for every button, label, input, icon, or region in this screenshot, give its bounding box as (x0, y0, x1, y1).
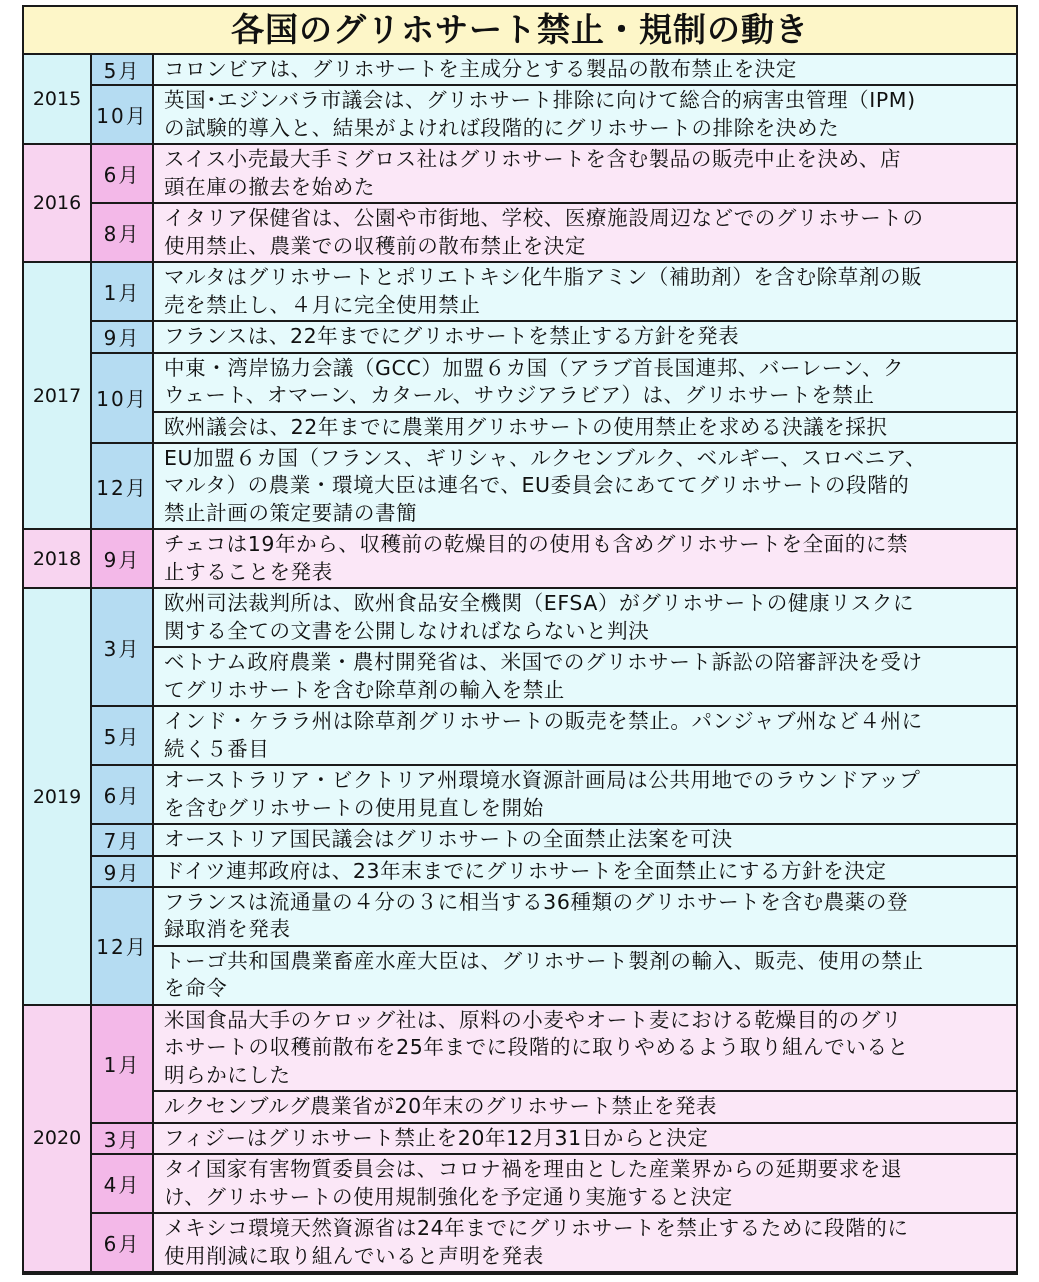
event-text-line: ホサートの収穫前散布を25年までに段階的に取りやめるよう取り組んでいると (164, 1035, 909, 1060)
month-cell: 12月 (92, 444, 154, 530)
event-text-line: 売を禁止し、４月に完全使用禁止 (164, 292, 481, 317)
event-cell (154, 1124, 1016, 1155)
event-text-line: 明らかにした (164, 1062, 291, 1087)
year-cell: 2015 (24, 55, 92, 145)
event-cell (154, 263, 1016, 322)
event-text-line: ルクセンブルグ農業省が20年末のグリホサート禁止を発表 (164, 1094, 718, 1119)
month-cell: 12月 (92, 888, 154, 1006)
event-text-line: ウェート、オマーン、カタール、サウジアラビア）は、グリホサートを禁止 (164, 383, 875, 408)
month-cell: 3月 (92, 1124, 154, 1155)
event-text-line: 関する全ての文書を公開しなければならないと判決 (164, 618, 650, 643)
event-text-line: ベトナム政府農業・農村開発省は、米国でのグリホサート訴訟の陪審評決を受け (164, 650, 923, 675)
month-cell: 10月 (92, 354, 154, 444)
event-text-line: 頭在庫の撤去を始めた (164, 174, 375, 199)
event-text-line: トーゴ共和国農業畜産水産大臣は、グリホサート製剤の輸入、販売、使用の禁止 (164, 948, 924, 973)
month-cell: 6月 (92, 1214, 154, 1273)
event-text-line: の試験的導入と、結果がよければ段階的にグリホサートの排除を決めた (164, 115, 840, 140)
month-cell: 7月 (92, 825, 154, 856)
event-text-line: コロンビアは、グリホサートを主成分とする製品の散布禁止を決定 (164, 57, 797, 81)
event-text-line: フランスは、22年までにグリホサートを禁止する方針を発表 (164, 324, 740, 349)
month-cell: 10月 (92, 86, 154, 145)
event-text-line: イタリア保健省は、公園や市街地、学校、医療施設周辺などでのグリホサートの (164, 206, 924, 231)
event-text-line: オーストリア国民議会はグリホサートの全面禁止法案を可決 (164, 827, 733, 852)
event-cell (154, 86, 1016, 145)
event-cell (154, 947, 1016, 1006)
page-title: 各国のグリホサート禁止・規制の動き (24, 7, 1016, 55)
event-cell (154, 825, 1016, 856)
year-cell: 2016 (24, 145, 92, 263)
event-cell (154, 888, 1016, 947)
event-cell (154, 444, 1016, 530)
event-text-line: 欧州議会は、22年までに農業用グリホサートの使用禁止を求める決議を採択 (164, 414, 888, 439)
event-cell (154, 589, 1016, 648)
event-text-line: を命令 (164, 976, 228, 1001)
month-cell: 4月 (92, 1155, 154, 1214)
event-cell (154, 413, 1016, 444)
event-text-line: マルタ）の農業・環境大臣は連名で、EU委員会にあててグリホサートの段階的 (164, 473, 910, 498)
month-cell: 8月 (92, 204, 154, 263)
event-text-line: ドイツ連邦政府は、23年末までにグリホサートを全面禁止にする方針を決定 (164, 858, 887, 883)
event-text-line: スイス小売最大手ミグロス社はグリホサートを含む製品の販売中止を決め、店 (164, 147, 902, 172)
month-cell: 1月 (92, 1006, 154, 1124)
year-cell: 2019 (24, 589, 92, 1005)
month-cell: 6月 (92, 145, 154, 204)
event-text-line: EU加盟６カ国（フランス、ギリシャ、ルクセンブルク、ベルギー、スロベニア、 (164, 446, 927, 471)
chart-frame (22, 5, 1018, 1275)
event-text-line: フィジーはグリホサート禁止を20年12月31日からと決定 (164, 1125, 709, 1150)
event-text-line: 続く５番目 (164, 736, 270, 761)
month-cell: 6月 (92, 766, 154, 825)
event-text-line: チェコは19年から、収穫前の乾燥目的の使用も含めグリホサートを全面的に禁 (164, 532, 909, 557)
event-text-line: てグリホサートを含む除草剤の輸入を禁止 (164, 677, 565, 702)
event-cell (154, 1006, 1016, 1092)
event-cell (154, 322, 1016, 353)
event-cell (154, 204, 1016, 263)
event-cell (154, 1214, 1016, 1273)
event-text-line: オーストラリア・ビクトリア州環境水資源計画局は公共用地でのラウンドアップ (164, 768, 921, 793)
month-cell: 1月 (92, 263, 154, 322)
event-text-line: 録取消を発表 (164, 917, 291, 942)
event-cell (154, 354, 1016, 413)
event-cell (154, 707, 1016, 766)
event-text-line: タイ国家有害物質委員会は、コロナ禍を理由とした産業界からの延期要求を退 (164, 1157, 903, 1182)
event-text-line: メキシコ環境天然資源省は24年までにグリホサートを禁止するために段階的に (164, 1216, 909, 1241)
year-cell: 2018 (24, 530, 92, 589)
month-cell: 9月 (92, 322, 154, 353)
year-cell: 2020 (24, 1006, 92, 1273)
month-cell: 3月 (92, 589, 154, 707)
event-cell (154, 857, 1016, 888)
event-cell (154, 530, 1016, 589)
event-text-line: 米国食品大手のケロッグ社は、原料の小麦やオート麦における乾燥目的のグリ (164, 1007, 903, 1032)
event-text-line: 使用禁止、農業での収穫前の散布禁止を決定 (164, 233, 586, 258)
month-cell: 9月 (92, 857, 154, 888)
event-text-line: 英国･エジンバラ市議会は、グリホサート排除に向けて総合的病害虫管理（IPM) (164, 88, 916, 113)
year-cell: 2017 (24, 263, 92, 530)
event-cell (154, 1092, 1016, 1123)
event-text-line: 中東・湾岸協力会議（GCC）加盟６カ国（アラブ首長国連邦、バーレーン、ク (164, 355, 905, 380)
event-text-line: け、グリホサートの使用規制強化を予定通り実施すると決定 (164, 1184, 733, 1209)
month-cell: 9月 (92, 530, 154, 589)
event-cell (154, 648, 1016, 707)
month-cell: 5月 (92, 55, 154, 86)
event-text-line: 禁止計画の策定要請の書簡 (164, 500, 418, 525)
event-text-line: フランスは流通量の４分の３に相当する36種類のグリホサートを含む農薬の登 (164, 889, 909, 914)
event-cell (154, 55, 1016, 86)
event-cell (154, 1155, 1016, 1214)
event-text-line: 使用削減に取り組んでいると声明を発表 (164, 1243, 544, 1268)
month-cell: 5月 (92, 707, 154, 766)
event-cell (154, 145, 1016, 204)
event-text-line: 欧州司法裁判所は、欧州食品安全機関（EFSA）がグリホサートの健康リスクに (164, 591, 915, 616)
event-text-line: マルタはグリホサートとポリエトキシ化牛脂アミン（補助剤）を含む除草剤の販 (164, 265, 923, 290)
event-text-line: インド・ケララ州は除草剤グリホサートの販売を禁止。パンジャブ州など４州に (164, 709, 923, 734)
event-cell (154, 766, 1016, 825)
event-text-line: を含むグリホサートの使用見直しを開始 (164, 795, 544, 820)
event-text-line: 止することを発表 (164, 559, 333, 584)
